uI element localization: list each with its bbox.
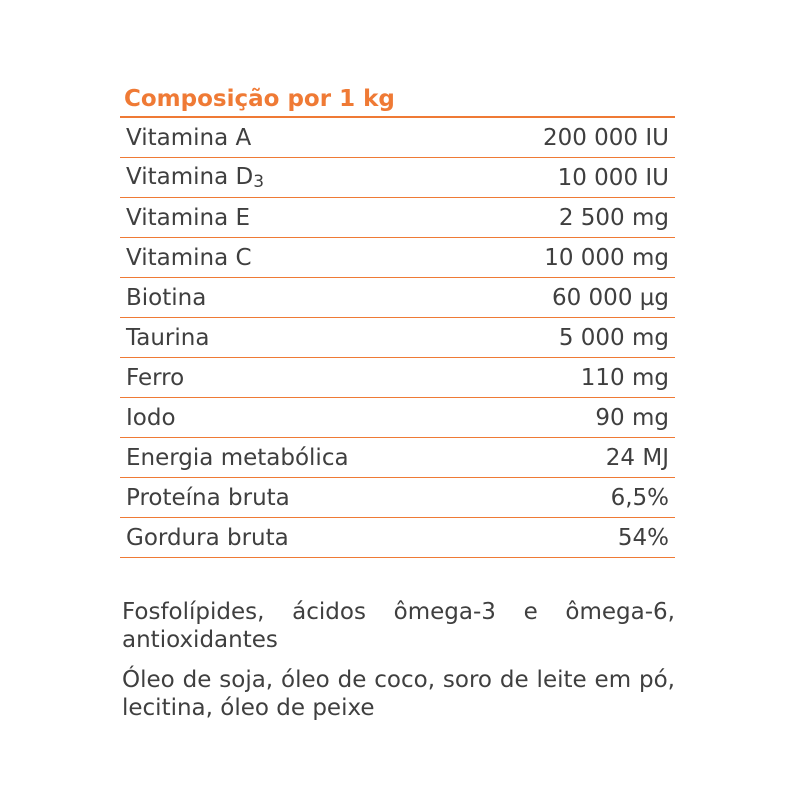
row-value: 10 000 mg <box>544 244 669 271</box>
row-label: Vitamina E <box>126 204 251 231</box>
row-value: 200 000 IU <box>542 124 669 151</box>
table-row-iodine <box>120 398 675 438</box>
row-label: Energia metabólica <box>126 444 349 471</box>
table-row-crude-fat <box>120 518 675 558</box>
composition-table <box>120 118 675 558</box>
row-value: 6,5% <box>610 484 669 511</box>
table-row-metabolic-energy <box>120 438 675 478</box>
row-value: 10 000 IU <box>557 164 669 191</box>
row-label: Taurina <box>126 324 210 351</box>
row-value: 24 MJ <box>605 444 669 471</box>
row-label: Iodo <box>126 404 176 431</box>
table-row-vitamin-d3 <box>120 158 675 198</box>
row-label: Gordura bruta <box>126 524 289 551</box>
row-value: 2 500 mg <box>558 204 669 231</box>
row-label: Proteína bruta <box>126 484 290 511</box>
table-row-vitamin-e <box>120 198 675 238</box>
row-value: 90 mg <box>595 404 669 431</box>
row-value: 54% <box>617 524 669 551</box>
note-paragraph-supplements: Fosfolípides, ácidos ômega-3 e ômega-6, antioxidantes <box>122 599 675 653</box>
composition-panel <box>120 84 675 734</box>
table-row-crude-protein <box>120 478 675 518</box>
row-value: 60 000 µg <box>551 284 669 311</box>
row-label-subscript: 3 <box>253 171 265 192</box>
row-label: Vitamina C <box>126 244 252 271</box>
row-label: Vitamina A <box>126 124 252 151</box>
row-value: 110 mg <box>580 364 669 391</box>
table-row-iron <box>120 358 675 398</box>
row-label <box>126 164 264 192</box>
note-paragraph-oils: Óleo de soja, óleo de coco, soro de leite em pó, lecitina, óleo de peixe <box>122 667 675 721</box>
table-row-vitamin-a <box>120 118 675 158</box>
ingredient-notes <box>120 598 675 722</box>
table-row-biotin <box>120 278 675 318</box>
composition-title: Composição por 1 kg <box>120 84 675 118</box>
row-value: 5 000 mg <box>558 324 669 351</box>
row-label-base: Vitamina D <box>126 163 254 190</box>
row-label: Biotina <box>126 284 207 311</box>
row-label: Ferro <box>126 364 185 391</box>
table-row-taurine <box>120 318 675 358</box>
table-row-vitamin-c <box>120 238 675 278</box>
